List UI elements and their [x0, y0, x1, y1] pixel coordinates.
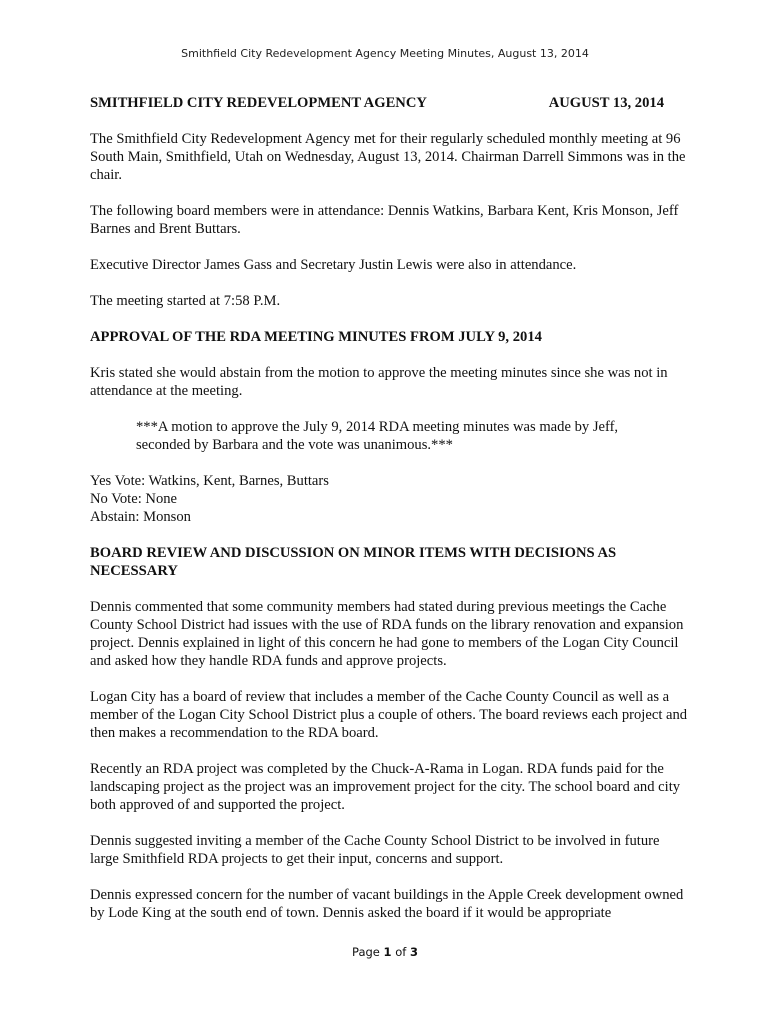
- motion-text: ***A motion to approve the July 9, 2014 RDA meeting minutes was made by Jeff, seconded by Barbara and the vote was unanimous.***: [136, 419, 619, 453]
- no-vote: No Vote: None: [90, 491, 178, 507]
- vote-tally: [90, 472, 690, 526]
- page-number: [0, 945, 770, 959]
- yes-vote: Yes Vote: Watkins, Kent, Barnes, Buttars: [90, 473, 329, 489]
- document-title-row: [90, 94, 664, 112]
- discussion-paragraph: Logan City has a board of review that includes a member of the Cache County Council as well as a member of the Logan City School District plus a couple of others. The board reviews each project and then makes a recommendation to the RDA board.: [90, 689, 688, 741]
- org-title: SMITHFIELD CITY REDEVELOPMENT AGENCY: [90, 95, 427, 111]
- meeting-date: AUGUST 13, 2014: [548, 95, 664, 111]
- running-header: Smithfield City Redevelopment Agency Meeting Minutes, August 13, 2014: [181, 47, 589, 60]
- document-body: [90, 94, 690, 940]
- discussion-paragraph: Recently an RDA project was completed by the Chuck-A-Rama in Logan. RDA funds paid for the landscaping project as the project was an improvement project for the city. The school board and city both approved of and supported the project.: [90, 761, 681, 813]
- start-time-paragraph: The meeting started at 7:58 P.M.: [90, 293, 281, 309]
- abstain-vote: Abstain: Monson: [90, 509, 191, 525]
- staff-paragraph: Executive Director James Gass and Secretary Justin Lewis were also in attendance.: [90, 257, 577, 273]
- discussion-paragraph: Dennis commented that some community members had stated during previous meetings the Cache County School District had issues with the use of RDA funds on the library renovation and expansion project. Dennis explained in light of this concern he had gone to members of the Logan City Council and asked how they handle RDA funds and approve projects.: [90, 599, 684, 669]
- page-total: 3: [409, 945, 418, 959]
- attendance-paragraph: The following board members were in attendance: Dennis Watkins, Barbara Kent, Kris Monson, Jeff Barnes and Brent Buttars.: [90, 203, 679, 237]
- intro-paragraph: The Smithfield City Redevelopment Agency met for their regularly scheduled monthly meeting at 96 South Main, Smithfield, Utah on Wednesday, August 13, 2014. Chairman Darrell Simmons was in the chair.: [90, 131, 686, 183]
- section-heading-board-review: BOARD REVIEW AND DISCUSSION ON MINOR ITEMS WITH DECISIONS AS NECESSARY: [90, 545, 617, 579]
- abstain-paragraph: Kris stated she would abstain from the motion to approve the meeting minutes since she was not in attendance at the meeting.: [90, 365, 668, 399]
- page-prefix: Page: [352, 945, 384, 959]
- page-current: 1: [383, 945, 392, 959]
- section-heading-minutes-approval: APPROVAL OF THE RDA MEETING MINUTES FROM JULY 9, 2014: [90, 329, 542, 345]
- discussion-paragraph: Dennis suggested inviting a member of the Cache County School District to be involved in future large Smithfield RDA projects to get their input, concerns and support.: [90, 833, 660, 867]
- discussion-paragraph: Dennis expressed concern for the number of vacant buildings in the Apple Creek development owned by Lode King at the south end of town. Dennis asked the board if it would be appropriate: [90, 887, 684, 921]
- page-of: of: [391, 945, 410, 959]
